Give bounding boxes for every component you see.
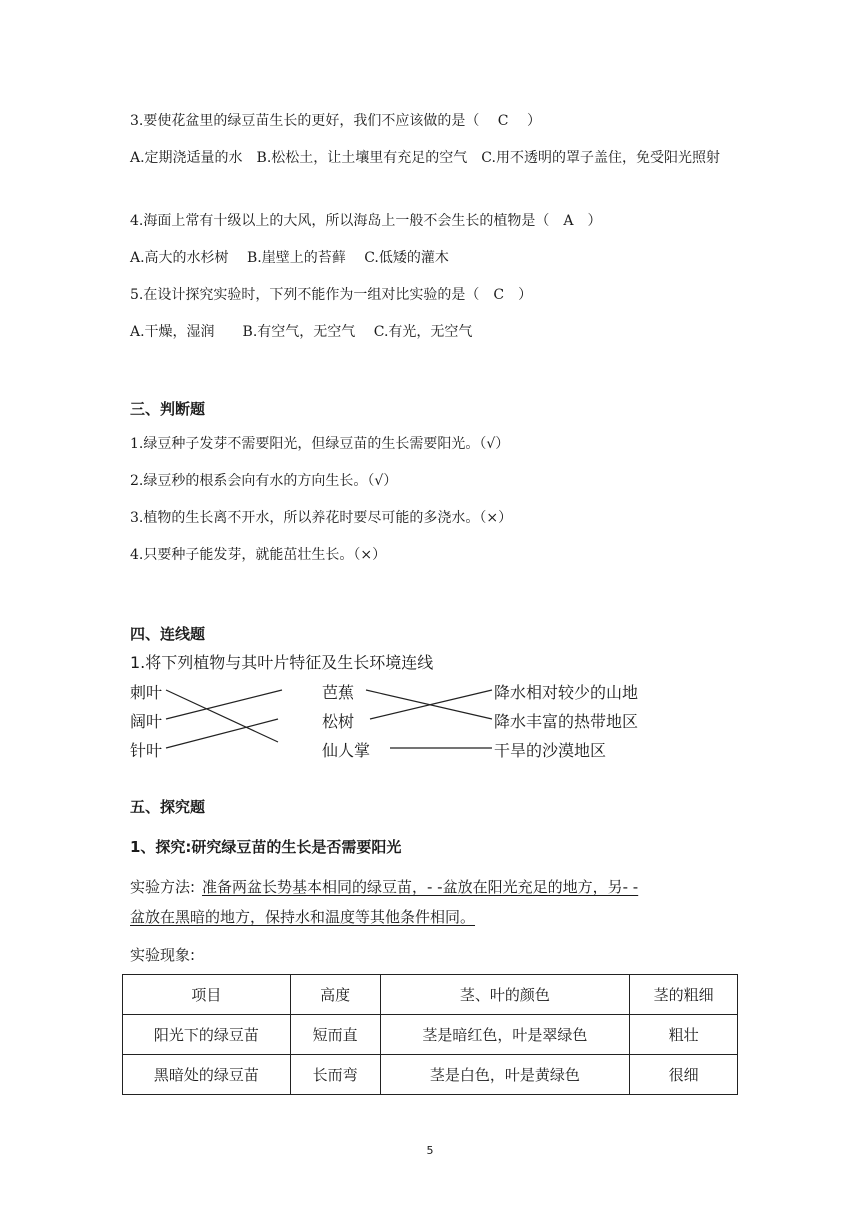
method-label: 实验方法: <box>130 878 196 896</box>
header-cell: 茎的粗细 <box>630 975 738 1015</box>
table-header-row <box>123 975 738 1015</box>
judge-item: 4.只要种子能发芽，就能茁壮生长。（×） <box>130 547 387 563</box>
table-row <box>123 1015 738 1055</box>
judge-item: 3.植物的生长离不开水，所以养花时要尽可能的多浇水。（×） <box>130 510 513 526</box>
question-5-options: A.干燥，湿润 B.有空气，无空气 C.有光，无空气 <box>130 324 473 340</box>
environment-item: 干旱的沙漠地区 <box>494 741 607 760</box>
judge-item: 1.绿豆种子发芽不需要阳光，但绿豆苗的生长需要阳光。（√） <box>130 436 510 452</box>
leaf-item: 刺叶 <box>130 683 163 702</box>
match-line <box>166 719 278 748</box>
table-row <box>123 1055 738 1095</box>
judge-section-title: 三、判断题 <box>130 400 206 418</box>
leaf-item: 针叶 <box>130 741 163 760</box>
inquiry-subtitle: 1、探究:研究绿豆苗的生长是否需要阳光 <box>130 838 402 856</box>
experiment-table <box>122 974 738 1095</box>
question-5: 5.在设计探究实验时，下列不能作为一组对比实验的是（ C ） <box>130 287 533 303</box>
match-line <box>166 690 278 742</box>
leaf-item: 阔叶 <box>130 712 163 731</box>
question-3: 3.要使花盆里的绿豆苗生长的更好，我们不应该做的是（ C ） <box>130 113 541 129</box>
table-cell: 粗壮 <box>630 1015 738 1055</box>
question-4: 4.海面上常有十级以上的大风，所以海岛上一般不会生长的植物是（ A ） <box>130 213 602 229</box>
matching-section-title: 四、连线题 <box>130 625 206 643</box>
header-cell: 茎、叶的颜色 <box>380 975 630 1015</box>
table-cell: 长而弯 <box>290 1055 380 1095</box>
table-cell: 茎是白色，叶是黄绿色 <box>380 1055 630 1095</box>
question-3-options: A.定期浇适量的水 B.松松土，让土壤里有充足的空气 C.用不透明的罩子盖住，免受阳光照射 <box>130 150 720 166</box>
environment-item: 降水丰富的热带地区 <box>494 712 639 731</box>
match-line <box>166 690 282 719</box>
table-cell: 很细 <box>630 1055 738 1095</box>
table-cell: 短而直 <box>290 1015 380 1055</box>
plant-item: 芭蕉 <box>322 683 355 702</box>
phenomenon-label: 实验现象: <box>130 946 196 964</box>
plant-item: 仙人掌 <box>322 741 371 760</box>
table-cell: 黑暗处的绿豆苗 <box>123 1055 291 1095</box>
method-text-line1: 准备两盆长势基本相同的绿豆苗，- -盆放在阳光充足的地方，另- - <box>202 878 639 896</box>
table-cell: 茎是暗红色，叶是翠绿色 <box>380 1015 630 1055</box>
question-4-options: A.高大的水杉树 B.崖壁上的苔藓 C.低矮的灌木 <box>130 250 449 266</box>
inquiry-section-title: 五、探究题 <box>130 798 206 816</box>
environment-item: 降水相对较少的山地 <box>494 683 639 702</box>
plant-item: 松树 <box>322 712 355 731</box>
table-cell: 阳光下的绿豆苗 <box>123 1015 291 1055</box>
header-cell: 高度 <box>290 975 380 1015</box>
method-text-line2: 盆放在黑暗的地方，保持水和温度等其他条件相同。 <box>130 908 476 926</box>
matching-instruction: 1.将下列植物与其叶片特征及生长环境连线 <box>130 653 434 672</box>
header-cell: 项目 <box>123 975 291 1015</box>
page-number: 5 <box>426 1144 434 1157</box>
judge-item: 2.绿豆秒的根系会向有水的方向生长。（√） <box>130 473 398 489</box>
